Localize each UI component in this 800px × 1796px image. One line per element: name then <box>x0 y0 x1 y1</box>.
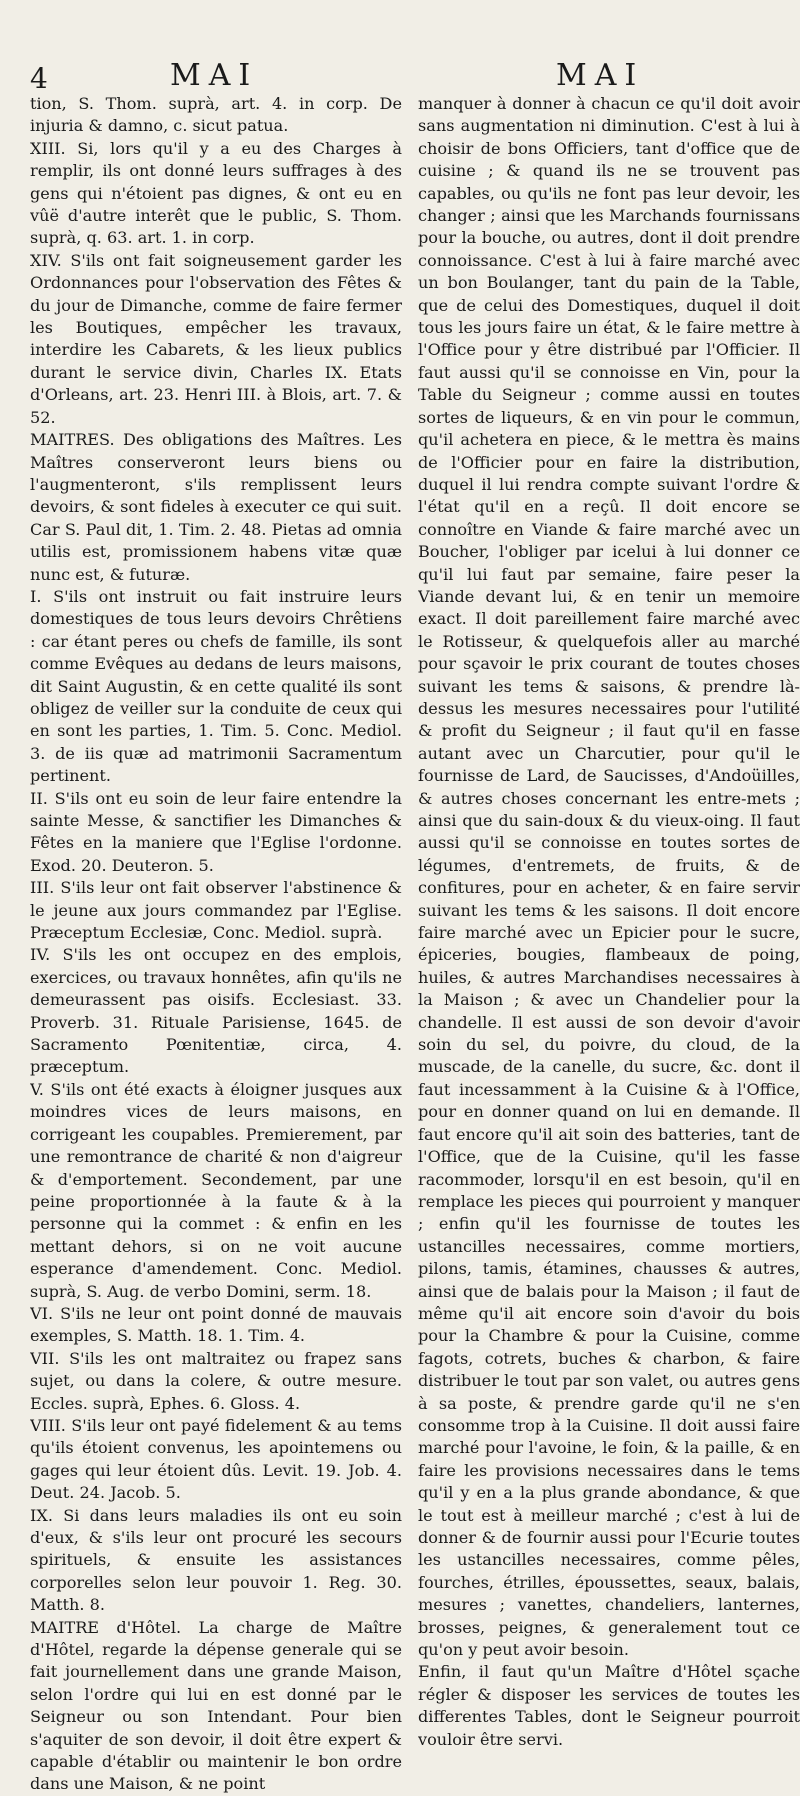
page-number: 4 <box>30 62 48 95</box>
paragraph: manquer à donner à chacun ce qu'il doit avoir sans augmentation ni diminution. C'est à lui à choisir de bons Officiers, tant d'office que de cuisine ; & quand ils ne se trouvent pas capables, ou qu'ils ne font pas leur devoir, les changer ; ainsi que les Marchands fournissans pour la bouche, ou autres, dont il doit prendre connoissance. C'est à lui à faire marché avec un bon Boulanger, tant du pain de la Table, que de celui des Domestiques, duquel il doit tous les jours faire un état, & le faire mettre à l'Office pour y être distribué par l'Officier. Il faut aussi qu'il se connoisse en Vin, pour la Table du Seigneur ; comme aussi en toutes sortes de liqueurs, & en vin pour le commun, qu'il achetera en piece, & le mettra ès mains de l'Officier pour en faire la distribution, duquel il lui rendra compte suivant l'ordre & l'état qu'il en a reçû. Il doit encore se connoître en Viande & faire marché avec un Boucher, l'obliger par icelui à lui donner ce qu'il lui faut par semaine, faire peser la Viande devant lui, & en tenir un memoire exact. Il doit pareillement faire marché avec le Rotisseur, & quelquefois aller au marché pour sçavoir le prix courant de toutes choses suivant les tems & saisons, & prendre là-dessus les mesures necessaires pour l'utilité & profit du Seigneur ; il faut qu'il en fasse autant avec un Charcutier, pour qu'il le fournisse de Lard, de Saucisses, d'Andoüilles, & autres choses concernant les entre-mets ; ainsi que du sain-doux & du vieux-oing. Il faut aussi qu'il se connoisse en toutes sortes de légumes, d'entremets, de fruits, & de confitures, pour en acheter, & en faire servir suivant les tems & les saisons. Il doit encore faire marché avec un Epicier pour le sucre, épiceries, bougies, flambeaux de poing, huiles, & autres Marchandises necessaires à la Maison ; & avec un Chandelier pour la chandelle. Il est aussi de son devoir d'avoir soin du sel, du poivre, du cloud, de la muscade, de la canelle, du sucre, &c. dont il faut incessamment à la Cuisine & à l'Office, pour en donner quand on lui en demande. Il faut encore qu'il ait soin des batteries, tant de l'Office, que de la Cuisine, qu'il les fasse racommoder, lorsqu'il en est besoin, qu'il en remplace les pieces qui pourroient y manquer ; enfin qu'il les fournisse de toutes les ustancilles necessaires, comme mortiers, pilons, tamis, étamines, chausses & autres, ainsi que de balais pour la Maison ; il faut de même qu'il ait encore soin d'avoir du bois pour la Chambre & pour la Cuisine, comme fagots, cotrets, buches & charbon, & faire distribuer le tout par son valet, ou autres gens à sa poste, & prendre garde qu'il ne s'en consomme trop à la Cuisine. Il doit aussi faire marché pour l'avoine, le foin, & la paille, & en faire les provisions necessaires dans le tems qu'il y en a la plus grande abondance, & que le tout est à meilleur marché ; c'est à lui de donner & de fournir aussi pour l'Ecurie toutes les ustancilles necessaires, comme pêles, fourches, étrilles, époussettes, seaux, balais, mesures ; vanettes, chandeliers, lanternes, brosses, peignes, & generalement tout ce qu'on y peut avoir besoin. <box>418 94 800 1660</box>
running-head-left: MAI <box>170 58 259 93</box>
paragraph: V. S'ils ont été exacts à éloigner jusques aux moindres vices de leurs maisons, en corrigeant les coupables. Premierement, par une remontrance de charité & non d'aigreur & d'emportement. Secondement, par une peine proportionnée à la faute & à la personne qui la commet : & enfin en les mettant dehors, si on ne voit aucune esperance d'amendement. Conc. Mediol. suprà, S. Aug. de verbo Domini, serm. 18. <box>30 1079 402 1301</box>
text-columns <box>30 93 800 1796</box>
paragraph: II. S'ils ont eu soin de leur faire entendre la sainte Messe, & sanctifier les Dimanches & Fêtes en la maniere que l'Eglise l'ordonne. Exod. 20. Deuteron. 5. <box>30 788 402 875</box>
paragraph: Enfin, il faut qu'un Maître d'Hôtel sçache régler & disposer les services de toutes les differentes Tables, dont le Seigneur pourroit vouloir être servi. <box>418 1662 800 1749</box>
page-header <box>0 58 800 98</box>
paragraph: IV. S'ils les ont occupez en des emplois, exercices, ou travaux honnêtes, afin qu'ils ne demeurassent pas oisifs. Ecclesiast. 33. Proverb. 31. Rituale Parisiense, 1645. de Sacramento Pœnitentiæ, circa, 4. præceptum. <box>30 945 402 1077</box>
paragraph: XIII. Si, lors qu'il y a eu des Charges à remplir, ils ont donné leurs suffrages à des gens qui n'étoient pas dignes, & ont eu en vûë d'autre interêt que le public, S. Thom. suprà, q. 63. art. 1. in corp. <box>30 138 402 248</box>
paragraph: VI. S'ils ne leur ont point donné de mauvais exemples, S. Matth. 18. 1. Tim. 4. <box>30 1303 402 1346</box>
paragraph: IX. Si dans leurs maladies ils ont eu soin d'eux, & s'ils leur ont procuré les secours spirituels, & ensuite les assistances corporelles selon leur pouvoir 1. Reg. 30. Matth. 8. <box>30 1505 402 1615</box>
left-column <box>30 93 402 1796</box>
paragraph: MAITRES. Des obligations des Maîtres. Les Maîtres conserveront leurs biens ou l'augmenteront, s'ils remplissent leurs devoirs, & sont fideles à executer ce qui suit. Car S. Paul dit, 1. Tim. 2. 48. Pietas ad omnia utilis est, promissionem habens vitæ quæ nunc est, & futuræ. <box>30 430 402 584</box>
paragraph: tion, S. Thom. suprà, art. 4. in corp. De injuria & damno, c. sicut patua. <box>30 94 402 136</box>
right-column <box>418 93 800 1796</box>
paragraph: I. S'ils ont instruit ou fait instruire leurs domestiques de tous leurs devoirs Chrêtiens : car étant peres ou chefs de famille, ils sont comme Evêques au dedans de leurs maisons, dit Saint Augustin, & en cette qualité ils sont obligez de veiller sur la conduite de ceux qui en sont les parties, 1. Tim. 5. Conc. Mediol. 3. de iis quæ ad matrimonii Sacramentum pertinent. <box>30 586 402 786</box>
paragraph: III. S'ils leur ont fait observer l'abstinence & le jeune aux jours commandez par l'Eglise. Præceptum Ecclesiæ, Conc. Mediol. suprà. <box>30 878 402 943</box>
running-head-right: MAI <box>556 58 645 93</box>
paragraph: VII. S'ils les ont maltraitez ou frapez sans sujet, ou dans la colere, & outre mesure. Eccles. suprà, Ephes. 6. Gloss. 4. <box>30 1348 402 1413</box>
paragraph: VIII. S'ils leur ont payé fidelement & au tems qu'ils étoient convenus, les apointemens ou gages qui leur étoient dûs. Levit. 19. Job. 4. Deut. 24. Jacob. 5. <box>30 1415 402 1503</box>
paragraph: MAITRE d'Hôtel. La charge de Maître d'Hôtel, regarde la dépense generale qui se fait journellement dans une grande Maison, selon l'ordre qui lui en est donné par le Seigneur ou son Intendant. Pour bien s'aquiter de son devoir, il doit être expert & capable d'établir ou maintenir le bon ordre dans une Maison, & ne point <box>30 1617 402 1794</box>
paragraph: XIV. S'ils ont fait soigneusement garder les Ordonnances pour l'observation des Fêtes & du jour de Dimanche, comme de faire fermer les Boutiques, empêcher les travaux, interdire les Cabarets, & les lieux publics durant le service divin, Charles IX. Etats d'Orleans, art. 23. Henri III. à Blois, art. 7. & 52. <box>30 250 402 427</box>
